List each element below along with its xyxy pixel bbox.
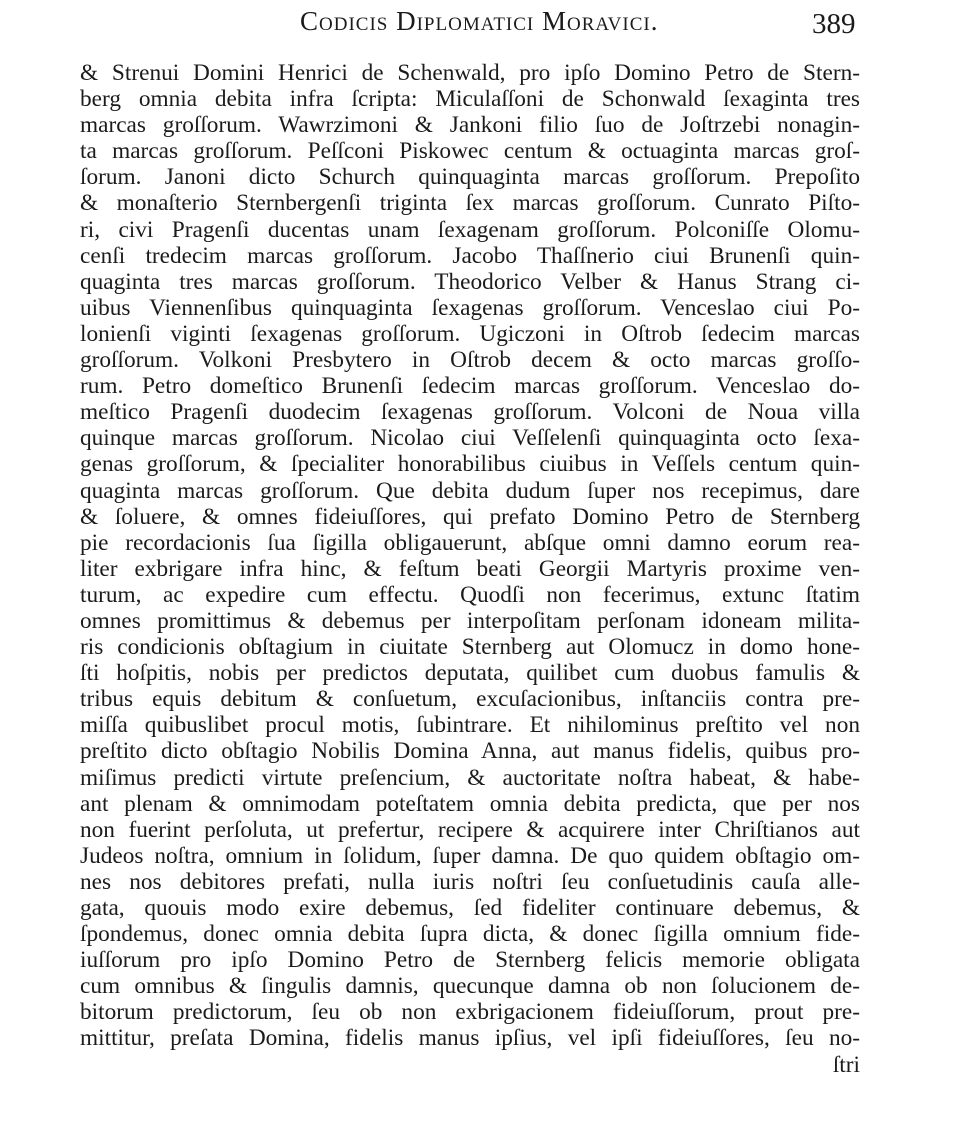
text-line: cenſi tredecim marcas groſſorum. Jacobo Thaſſnerio ciui Brunenſi quin- [80, 242, 860, 269]
text-line: bitorum predictorum, ſeu ob non exbrigacionem fideiuſſorum, prout pre- [80, 999, 860, 1026]
text-line: tribus equis debitum & conſuetum, excuſacionibus, inſtanciis contra pre- [80, 686, 860, 713]
text-line: ſti hoſpitis, nobis per predictos deputata, quilibet cum duobus famulis & [80, 660, 860, 687]
text-line: miſſa quibuslibet procul motis, ſubintrare. Et nihilominus preſtito vel non [80, 712, 860, 739]
text-line: meſtico Pragenſi duodecim ſexagenas groſſorum. Volconi de Noua villa [80, 399, 860, 426]
text-line: & Strenui Domini Henrici de Schenwald, pro ipſo Domino Petro de Stern- [80, 60, 860, 86]
running-title: Codicis Diplomatici Moravici. [300, 6, 659, 36]
text-line: Judeos noſtra, omnium in ſolidum, ſuper damna. De quo quidem obſtagio om- [80, 842, 860, 869]
text-line: nes nos debitores prefati, nulla iuris noſtri ſeu conſuetudinis cauſa alle- [80, 868, 860, 895]
text-line: ris condicionis obſtagium in ciuitate Sternberg aut Olomucz in domo hone- [80, 634, 860, 661]
text-line: preſtito dicto obſtagio Nobilis Domina Anna, aut manus fidelis, quibus pro- [80, 738, 860, 765]
text-line: ſorum. Janoni dicto Schurch quinquaginta marcas groſſorum. Prepoſito [80, 164, 860, 191]
text-line: genas groſſorum, & ſpecialiter honorabilibus ciuibus in Veſſels centum quin- [80, 451, 860, 478]
text-line: rum. Petro domeſtico Brunenſi ſedecim marcas groſſorum. Venceslao do- [80, 373, 860, 400]
text-line: miſimus predicti virtute preſencium, & auctoritate noſtra habeat, & habe- [80, 764, 860, 791]
text-line: & monaſterio Sternbergenſi triginta ſex marcas groſſorum. Cunrato Piſto- [80, 190, 860, 217]
text-line: quaginta marcas groſſorum. Que debita dudum ſuper nos recepimus, dare [80, 477, 860, 504]
text-line: berg omnia debita infra ſcripta: Miculaſſoni de Schonwald ſexaginta tres [80, 86, 860, 113]
page-number: 389 [812, 8, 856, 40]
text-line: non fuerint perſoluta, ut prefertur, recipere & acquirere inter Chriſtianos aut [80, 816, 860, 843]
text-line: quinque marcas groſſorum. Nicolao ciui Veſſelenſi quinquaginta octo ſexa- [80, 425, 860, 452]
text-line: groſſorum. Volkoni Presbytero in Oſtrob decem & octo marcas groſſo- [80, 347, 860, 374]
text-line: gata, quouis modo exire debemus, ſed fideliter continuare debemus, & [80, 895, 860, 921]
body-text [80, 60, 860, 1078]
text-line: iuſſorum pro ipſo Domino Petro de Sternberg felicis memorie obligata [80, 947, 860, 974]
text-line: ſpondemus, donec omnia debita ſupra dicta, & donec ſigilla omnium fide- [80, 921, 860, 948]
text-line: liter exbrigare infra hinc, & feſtum beati Georgii Martyris proxime ven- [80, 555, 860, 582]
text-line: quaginta tres marcas groſſorum. Theodorico Velber & Hanus Strang ci- [80, 268, 860, 295]
text-line: pie recordacionis ſua ſigilla obligauerunt, abſque omni damno eorum rea- [80, 529, 860, 556]
text-line: ri, civi Pragenſi ducentas unam ſexagenam groſſorum. Polconiſſe Olomu- [80, 216, 860, 243]
text-line: uibus Viennenſibus quinquaginta ſexagenas groſſorum. Venceslao ciui Po- [80, 294, 860, 321]
text-line: ta marcas groſſorum. Peſſconi Piskowec centum & octuaginta marcas groſ- [80, 138, 860, 165]
text-line: omnes promittimus & debemus per interpoſitam perſonam idoneam milita- [80, 607, 860, 634]
text-line: lonienſi viginti ſexagenas groſſorum. Ugiczoni in Oſtrob ſedecim marcas [80, 320, 860, 347]
text-line: mittitur, preſata Domina, fidelis manus ipſius, vel ipſi fideiuſſores, ſeu no- [80, 1025, 860, 1052]
catchword: ſtri [832, 1051, 860, 1078]
text-line: cum omnibus & ſingulis damnis, quecunque damna ob non ſolucionem de- [80, 973, 860, 1000]
text-line: & ſoluere, & omnes fideiuſſores, qui prefato Domino Petro de Sternberg [80, 503, 860, 530]
text-line: ant plenam & omnimodam poteſtatem omnia debita predicta, que per nos [80, 790, 860, 817]
text-line: turum, ac expedire cum effectu. Quodſi non fecerimus, extunc ſtatim [80, 581, 860, 608]
text-line: marcas groſſorum. Wawrzimoni & Jankoni filio ſuo de Joſtrzebi nonagin- [80, 112, 860, 139]
